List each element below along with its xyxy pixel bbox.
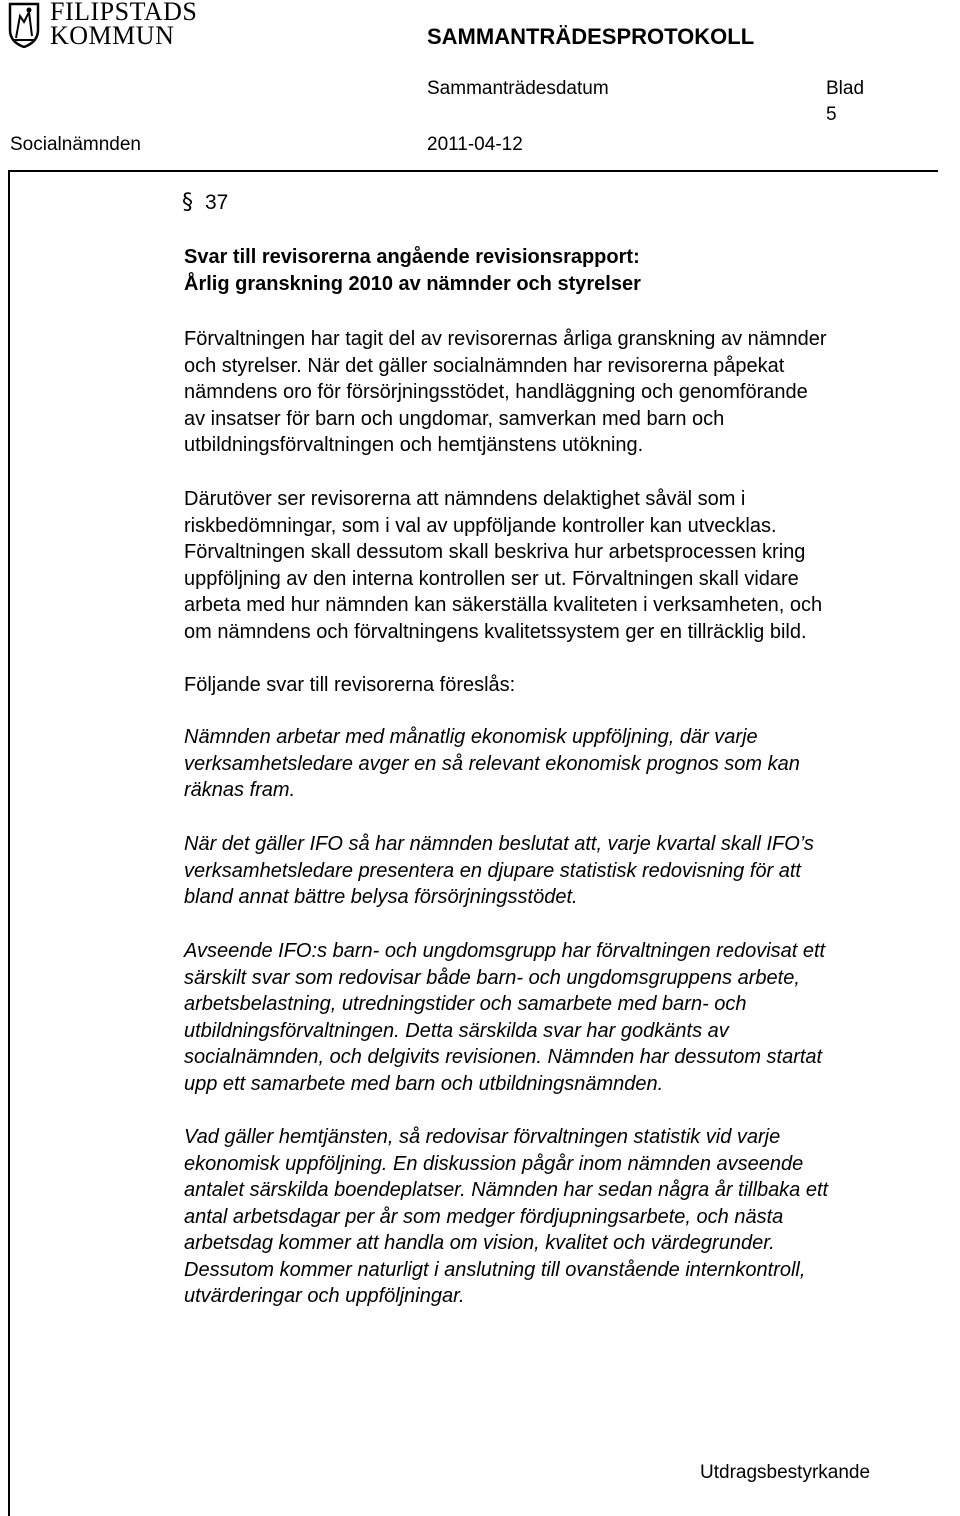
- title-line: Svar till revisorerna angående revisionsrapport:: [184, 246, 640, 268]
- paragraph-2: [184, 486, 934, 645]
- text-line: Förvaltningen har tagit del av revisorernas årliga granskning av nämnder: [184, 328, 827, 350]
- text-line: arbetsdag kommer att handla om vision, kvalitet och värdegrunder.: [184, 1232, 775, 1254]
- text-line: och styrelser. När det gäller socialnämnden har revisorerna påpekat: [184, 354, 785, 377]
- text-line: antalet särskilda boendeplatser. Nämnden har sedan några år tillbaka ett: [184, 1179, 829, 1201]
- text-line: arbetsbelastning, utredningstider och samarbete med barn- och: [184, 993, 747, 1015]
- committee-name: Socialnämnden: [10, 134, 141, 155]
- text-line: Dessutom kommer naturligt i anslutning till ovanstående internkontroll,: [184, 1258, 806, 1281]
- text-line: Följande svar till revisorerna föreslås:: [184, 674, 516, 696]
- text-line: antal arbetsdagar per år som medger fördjupningsarbete, och nästa: [184, 1205, 784, 1228]
- section-title: [184, 244, 641, 298]
- margin-rule: [8, 170, 10, 1516]
- paragraph-5: [184, 831, 934, 911]
- paragraph-1: [184, 326, 934, 459]
- text-line: När det gäller IFO så har nämnden beslutat att, varje kvartal skall IFO’s: [184, 833, 814, 855]
- municipality-logo: [8, 0, 218, 52]
- paragraph-4: [184, 724, 934, 804]
- section-number: 37: [205, 191, 229, 214]
- document-type: SAMMANTRÄDESPROTOKOLL: [427, 24, 755, 49]
- text-line: verksamhetsledare avger en så relevant ekonomisk prognos som kan: [184, 752, 800, 775]
- text-line: socialnämnden, och delgivits revisionen. Nämnden har dessutom startat: [184, 1046, 823, 1068]
- text-line: särskilt svar som redovisar både barn- och ungdomsgruppens arbete,: [184, 966, 800, 989]
- paragraph-number: [182, 190, 228, 215]
- section-mark: §: [182, 190, 193, 215]
- paragraph-6: [184, 938, 934, 1097]
- logo-text-bottom: KOMMUN: [50, 21, 175, 50]
- text-line: utvärderingar och uppföljningar.: [184, 1285, 465, 1307]
- text-line: Vad gäller hemtjänsten, så redovisar förvaltningen statistik vid varje: [184, 1126, 781, 1148]
- text-line: verksamhetsledare presentera en djupare statistisk redovisning för att: [184, 859, 801, 882]
- text-line: Avseende IFO:s barn- och ungdomsgrupp har förvaltningen redovisat ett: [184, 940, 826, 962]
- text-line: riskbedömningar, som i val av uppföljande kontroller kan utvecklas.: [184, 514, 777, 537]
- logo-text-top: FILIPSTADS: [50, 0, 198, 26]
- text-line: ekonomisk uppföljning. En diskussion pågår inom nämnden avseende: [184, 1152, 804, 1175]
- text-line: Förvaltningen skall dessutom skall beskriva hur arbetsprocessen kring: [184, 541, 806, 563]
- title-line: Årlig granskning 2010 av nämnder och styrelser: [184, 273, 641, 295]
- text-line: Därutöver ser revisorerna att nämndens delaktighet såväl som i: [184, 488, 746, 510]
- meeting-date-label: Sammanträdesdatum: [427, 78, 609, 99]
- text-line: om nämndens och förvaltningens kvalitetssystem ger en tillräcklig bild.: [184, 620, 807, 643]
- text-line: arbeta med hur nämnden kan säkerställa kvaliteten i verksamheten, och: [184, 594, 823, 616]
- text-line: upp ett samarbete med barn och utbildningsnämnden.: [184, 1072, 664, 1095]
- text-line: räknas fram.: [184, 779, 296, 801]
- text-line: uppföljning av den interna kontrollen ser ut. Förvaltningen skall vidare: [184, 567, 799, 590]
- meeting-date: 2011-04-12: [427, 134, 523, 155]
- text-line: utbildningsförvaltningen och hemtjänstens utökning.: [184, 434, 644, 456]
- certification-label: Utdragsbestyrkande: [700, 1462, 871, 1483]
- header-rule: [8, 170, 938, 172]
- paragraph-7: [184, 1124, 934, 1310]
- page-number: 5: [826, 104, 837, 125]
- text-line: utbildningsförvaltningen. Detta särskilda svar har godkänts av: [184, 1019, 729, 1042]
- text-line: Nämnden arbetar med månatlig ekonomisk uppföljning, där varje: [184, 726, 758, 748]
- text-line: av insatser för barn och ungdomar, samverkan med barn och: [184, 407, 725, 430]
- coat-of-arms-icon: [8, 2, 40, 48]
- paragraph-3: [184, 672, 934, 699]
- page-label: Blad: [826, 78, 865, 99]
- text-line: nämndens oro för försörjningsstödet, handläggning och genomförande: [184, 381, 808, 403]
- text-line: bland annat bättre belysa försörjningsstödet.: [184, 886, 578, 908]
